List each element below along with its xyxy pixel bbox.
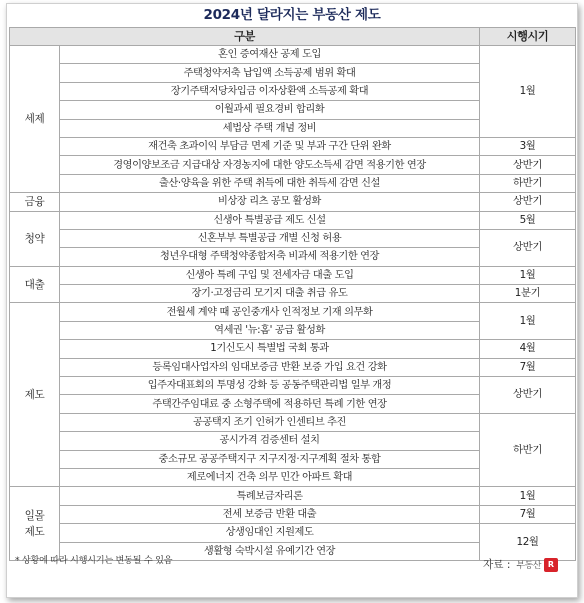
- item-cell: 1기신도시 특별법 국회 통과: [60, 340, 480, 358]
- item-cell: 제로에너지 건축 의무 민간 아파트 확대: [60, 468, 480, 486]
- timing-cell: 1월: [480, 303, 576, 340]
- page-title: 2024년 달라지는 부동산 제도: [203, 7, 381, 23]
- timing-cell: 1월: [480, 266, 576, 284]
- category-finance: 금융: [10, 193, 60, 211]
- item-cell: 전세 보증금 반환 대출: [60, 505, 480, 523]
- table-row: [10, 193, 576, 211]
- category-sunset-line2: 제도: [24, 525, 45, 538]
- category-sunset-line1: 일몰: [24, 509, 45, 522]
- table-header-row: [10, 28, 576, 46]
- item-cell: 장기·고정금리 모기지 대출 취급 유도: [60, 285, 480, 303]
- item-cell: 상생임대인 지원제도: [60, 524, 480, 542]
- table-row: [10, 266, 576, 284]
- timing-cell: 상반기: [480, 377, 576, 414]
- timing-cell: 상반기: [480, 156, 576, 174]
- item-cell: 경영이양보조금 지급대상 자경농지에 대한 양도소득세 감면 적용기한 연장: [60, 156, 480, 174]
- table-row: [10, 46, 576, 64]
- table-row: [10, 174, 576, 192]
- item-cell: 주택간주임대료 중 소형주택에 적용하던 특례 기한 연장: [60, 395, 480, 413]
- category-subscription: 청약: [10, 211, 60, 266]
- item-cell: 공공택지 조기 인허가 인센티브 추진: [60, 413, 480, 431]
- category-system: 제도: [10, 303, 60, 487]
- item-cell: 등록임대사업자의 임대보증금 반환 보증 가입 요건 강화: [60, 358, 480, 376]
- timing-cell: 상반기: [480, 229, 576, 266]
- item-cell: 재건축 초과이익 부담금 면제 기준 및 부과 구간 단위 완화: [60, 137, 480, 155]
- category-loan: 대출: [10, 266, 60, 303]
- footnote: * 상황에 따라 시행시기는 변동될 수 있음: [15, 555, 173, 566]
- item-cell: 역세권 '뉴:홈' 공급 활성화: [60, 321, 480, 339]
- source-logo-badge: R: [544, 558, 558, 572]
- item-cell: 신생아 특례 구입 및 전세자금 대출 도입: [60, 266, 480, 284]
- timing-cell: 3월: [480, 137, 576, 155]
- table-row: [10, 285, 576, 303]
- category-sunset: [10, 487, 60, 561]
- timing-cell: 1월: [480, 487, 576, 505]
- table-row: [10, 524, 576, 542]
- source-credit: [483, 557, 558, 572]
- table-row: [10, 413, 576, 431]
- source-logo-text: 부동산: [516, 561, 541, 571]
- item-cell: 전월세 계약 때 공인중개사 인적정보 기재 의무화: [60, 303, 480, 321]
- table-row: [10, 211, 576, 229]
- timing-cell: 7월: [480, 358, 576, 376]
- timing-cell: 상반기: [480, 193, 576, 211]
- item-cell: 신생아 특별공급 제도 신설: [60, 211, 480, 229]
- item-cell: 신혼부부 특별공급 개별 신청 허용: [60, 229, 480, 247]
- policy-table: [9, 27, 576, 561]
- item-cell: 장기주택저당차입금 이자상환액 소득공제 확대: [60, 82, 480, 100]
- timing-cell: 7월: [480, 505, 576, 523]
- timing-cell: 4월: [480, 340, 576, 358]
- item-cell: 특례보금자리론: [60, 487, 480, 505]
- timing-cell: 1월: [480, 46, 576, 138]
- item-cell: 주택청약저축 납입액 소득공제 범위 확대: [60, 64, 480, 82]
- item-cell: 생활형 숙박시설 유예기간 연장: [60, 542, 480, 560]
- table-row: [10, 377, 576, 395]
- item-cell: 중소규모 공공주택지구 지구지정·지구계획 절차 통합: [60, 450, 480, 468]
- table-row: [10, 229, 576, 247]
- table-row: [10, 340, 576, 358]
- category-tax: 세제: [10, 46, 60, 193]
- timing-cell: 하반기: [480, 413, 576, 487]
- document-frame: [6, 3, 578, 598]
- header-timing: 시행시기: [480, 28, 576, 46]
- item-cell: 출산·양육을 위한 주택 취득에 대한 취득세 감면 신설: [60, 174, 480, 192]
- item-cell: 세법상 주택 개념 정비: [60, 119, 480, 137]
- item-cell: 청년우대형 주택청약종합저축 비과세 적용기한 연장: [60, 248, 480, 266]
- timing-cell: 5월: [480, 211, 576, 229]
- table-row: [10, 137, 576, 155]
- source-label: 자료 :: [483, 559, 511, 571]
- item-cell: 비상장 리츠 공모 활성화: [60, 193, 480, 211]
- table-row: [10, 156, 576, 174]
- item-cell: 혼인 증여재산 공제 도입: [60, 46, 480, 64]
- item-cell: 입주자대표회의 투명성 강화 등 공동주택관리법 일부 개정: [60, 377, 480, 395]
- table-row: [10, 358, 576, 376]
- header-category: 구분: [10, 28, 480, 46]
- timing-cell: 1분기: [480, 285, 576, 303]
- source-logo: [516, 558, 558, 572]
- table-row: [10, 487, 576, 505]
- item-cell: 이월과세 필요경비 합리화: [60, 101, 480, 119]
- item-cell: 공시가격 검증센터 설치: [60, 432, 480, 450]
- timing-cell: 12월: [480, 524, 576, 561]
- timing-cell: 하반기: [480, 174, 576, 192]
- table-row: [10, 303, 576, 321]
- table-row: [10, 505, 576, 523]
